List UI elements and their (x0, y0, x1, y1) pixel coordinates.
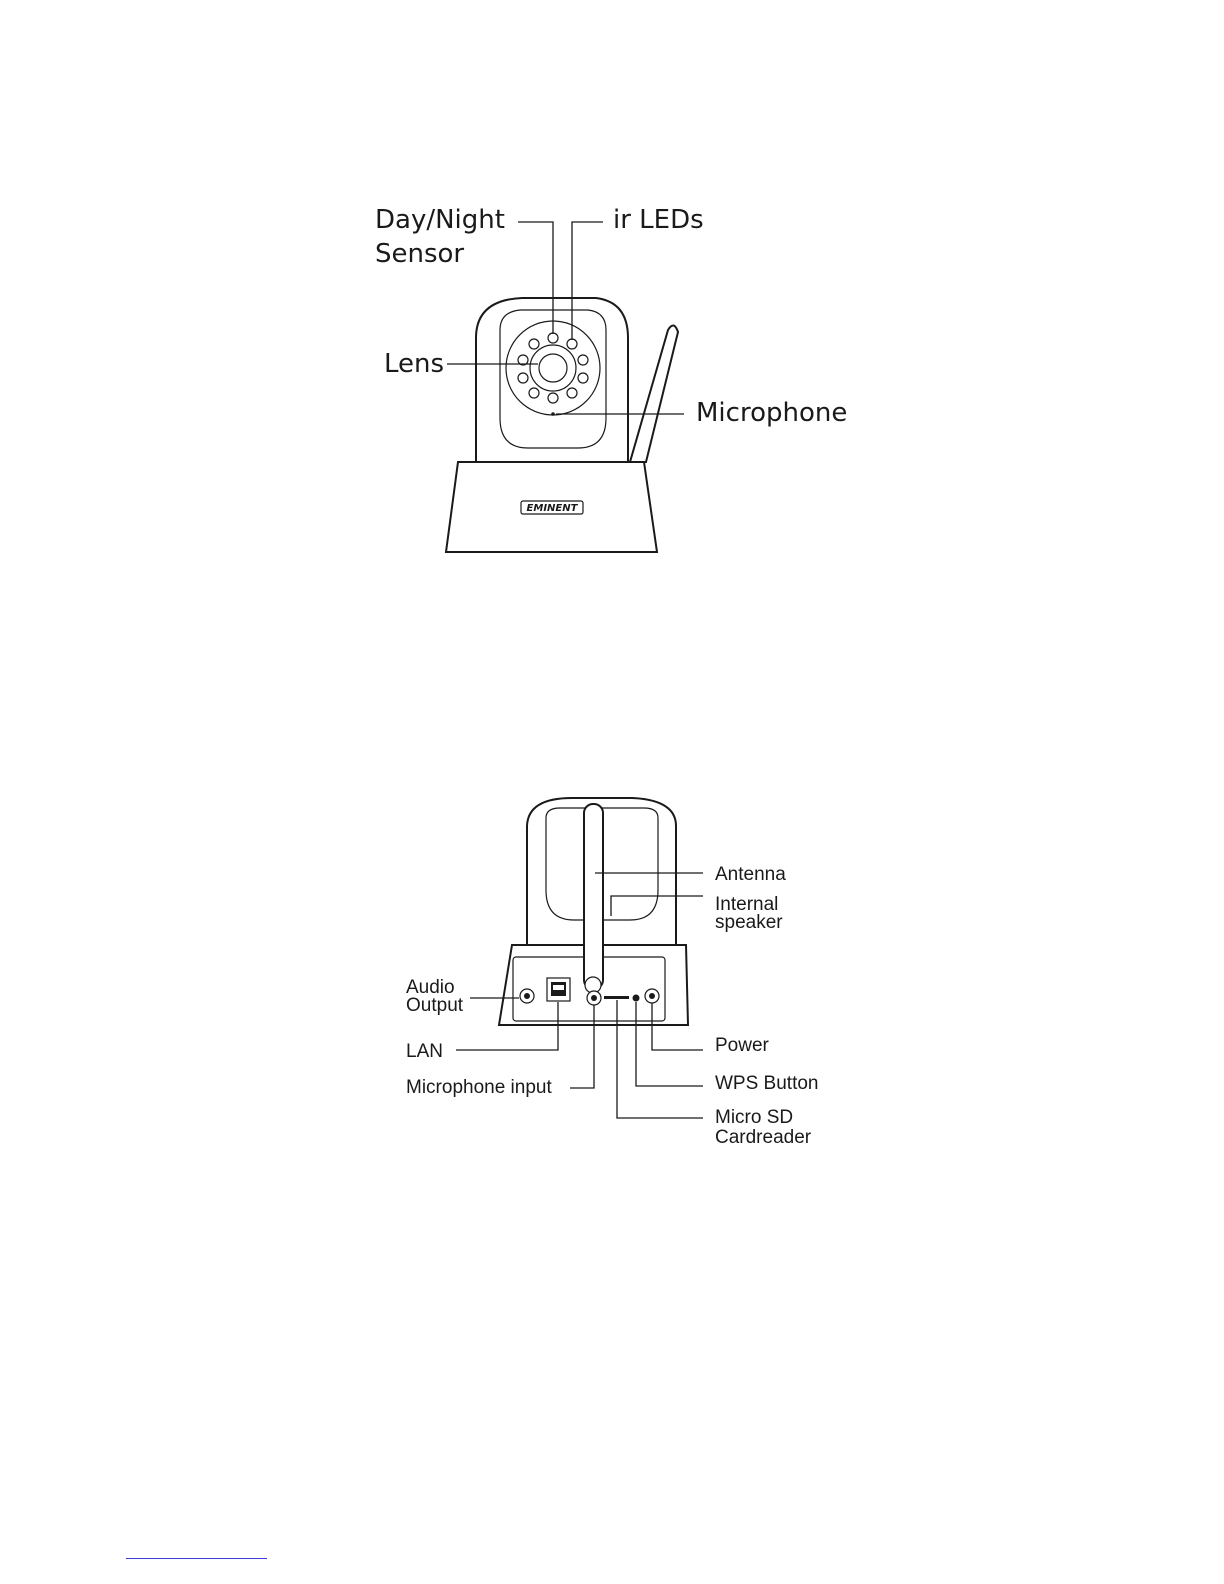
ir-led (548, 393, 558, 403)
ir-led (529, 339, 539, 349)
front-antenna (630, 325, 678, 462)
label-antenna: Antenna (715, 864, 786, 885)
label-wps-button: WPS Button (715, 1073, 819, 1094)
lan-port-pins (553, 985, 564, 990)
label-lens: Lens (384, 349, 445, 379)
lens (539, 354, 567, 382)
audio-output-port-inner (524, 993, 530, 999)
ir-led (518, 373, 528, 383)
ir-led (578, 373, 588, 383)
footer-rule (126, 1558, 267, 1559)
label-lan: LAN (406, 1041, 443, 1062)
label-audio-output-line2: Output (406, 995, 464, 1016)
wps-button (633, 995, 640, 1002)
power-port-inner (649, 993, 655, 999)
rear-view-illustration (456, 798, 703, 1118)
micro-sd-slot (604, 996, 629, 999)
label-day-night-line2: Sensor (375, 239, 465, 269)
label-microphone: Microphone (696, 398, 848, 428)
label-internal-speaker-line1: Internal (715, 894, 779, 915)
label-micro-sd-line2: Cardreader (715, 1127, 812, 1148)
ir-led (548, 333, 558, 343)
microphone-input-port-inner (591, 995, 597, 1001)
ir-led (567, 388, 577, 398)
front-view-illustration (446, 222, 684, 552)
microphone-hole (551, 412, 555, 416)
ir-led (529, 388, 539, 398)
ir-led (578, 355, 588, 365)
label-day-night-line1: Day/Night (375, 205, 505, 235)
label-internal-speaker-line2: speaker (715, 912, 783, 933)
label-microphone-input: Microphone input (406, 1077, 552, 1098)
label-ir-leds: ir LEDs (613, 205, 704, 235)
label-audio-output-line1: Audio (406, 977, 455, 998)
label-micro-sd-line1: Micro SD (715, 1107, 794, 1128)
label-power: Power (715, 1035, 769, 1056)
ir-led (567, 339, 577, 349)
brand-logo: EMINENT (526, 503, 578, 514)
rear-antenna (584, 804, 603, 989)
